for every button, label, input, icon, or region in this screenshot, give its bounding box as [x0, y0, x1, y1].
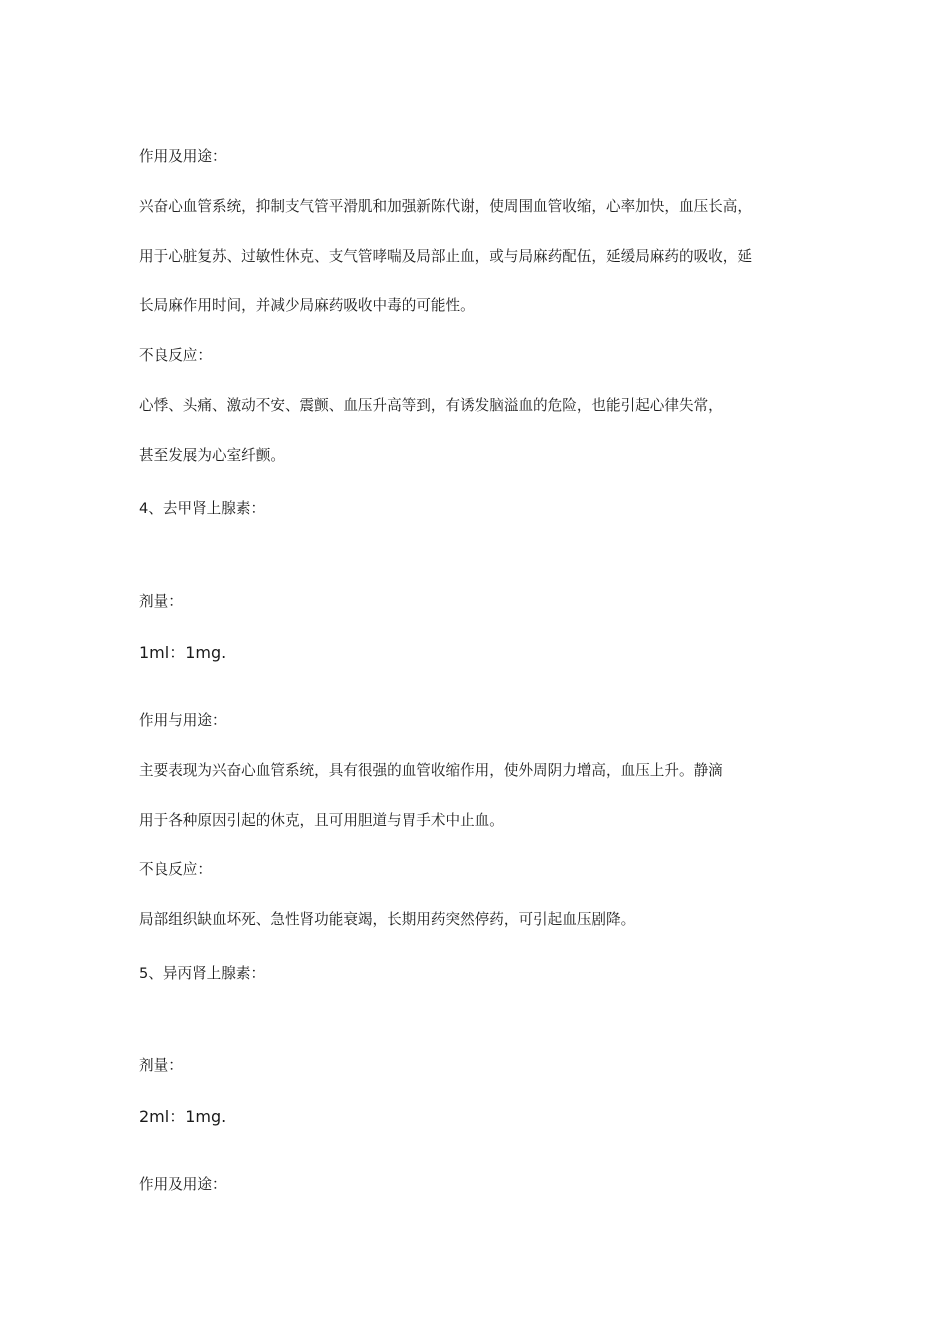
section-heading-isoprenaline: 5、异丙肾上腺素： — [139, 965, 266, 982]
heading-dosage-1: 剂量： — [139, 593, 183, 610]
heading-usage-2: 作用与用途： — [139, 712, 227, 729]
heading-dosage-2: 剂量： — [139, 1057, 183, 1074]
heading-adverse-reactions-1: 不良反应： — [139, 347, 212, 364]
paragraph-line: 甚至发展为心室纤颤。 — [139, 447, 285, 464]
paragraph-line: 长局麻作用时间，并减少局麻药吸收中毒的可能性。 — [139, 297, 475, 314]
paragraph-line: 用于各种原因引起的休克，且可用胆道与胃手术中止血。 — [139, 812, 504, 829]
heading-adverse-reactions-2: 不良反应： — [139, 861, 212, 878]
section-heading-norepinephrine: 4、去甲肾上腺素： — [139, 500, 266, 517]
paragraph-line: 用于心脏复苏、过敏性休克、支气管哮喘及局部止血，或与局麻药配伍，延缓局麻药的吸收，延 — [139, 248, 752, 265]
paragraph-line: 兴奋心血管系统，抑制支气管平滑肌和加强新陈代谢，使周围血管收缩，心率加快，血压长高， — [139, 198, 752, 215]
heading-usage-3: 作用及用途： — [139, 1176, 227, 1193]
paragraph-line: 局部组织缺血坏死、急性肾功能衰竭，长期用药突然停药，可引起血压剧降。 — [139, 911, 636, 928]
paragraph-line: 主要表现为兴奋心血管系统，具有很强的血管收缩作用，使外周阴力增高，血压上升。静滴 — [139, 762, 723, 779]
heading-usage-1: 作用及用途： — [139, 148, 227, 165]
dosage-value-2: 2ml：1mg. — [139, 1107, 227, 1126]
paragraph-line: 心悸、头痛、激动不安、震颤、血压升高等到，有诱发脑溢血的危险，也能引起心律失常， — [139, 397, 723, 414]
dosage-value-1: 1ml：1mg. — [139, 643, 227, 662]
